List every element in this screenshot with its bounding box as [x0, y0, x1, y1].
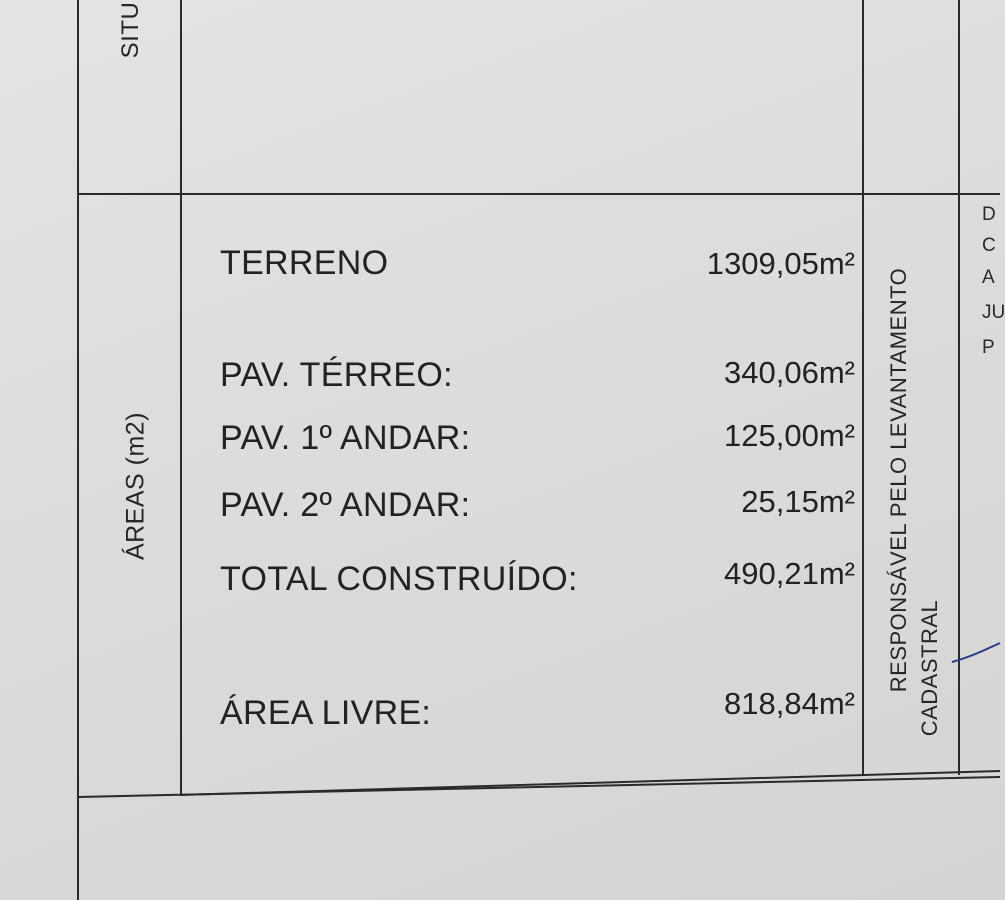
- area-value-total-construido: 490,21m²: [724, 556, 855, 591]
- area-value-area-livre: 818,84m²: [724, 686, 855, 721]
- area-value-pav-1-andar: 125,00m²: [724, 418, 855, 453]
- section-areas-label: ÁREAS (m2): [121, 411, 150, 561]
- area-label-area-livre: ÁREA LIVRE:: [220, 694, 432, 732]
- area-label-pav-terreo: PAV. TÉRREO:: [220, 356, 453, 394]
- right-column-letter: D: [982, 204, 996, 225]
- right-column-letter: C: [982, 235, 996, 256]
- area-value-pav-terreo: 340,06m²: [724, 355, 855, 390]
- area-label-total-construido: TOTAL CONSTRUÍDO:: [220, 560, 578, 598]
- area-label-pav-2-andar: PAV. 2º ANDAR:: [220, 486, 471, 524]
- area-value-pav-2-andar: 25,15m²: [741, 484, 855, 519]
- responsible-label-line2: CADASTRAL: [917, 599, 942, 737]
- right-column-letter: JU: [982, 302, 1005, 323]
- area-value-terreno: 1309,05m²: [706, 246, 855, 281]
- divider-bottom-outer: [78, 777, 1000, 797]
- right-column-letter: A: [982, 267, 995, 288]
- area-label-terreno: TERRENO: [220, 244, 389, 282]
- section-top-label: SITU: [117, 1, 144, 59]
- area-label-pav-1-andar: PAV. 1º ANDAR:: [220, 419, 471, 457]
- right-column-letter: P: [982, 337, 995, 358]
- pen-stroke: [952, 643, 1000, 662]
- responsible-label-line1: RESPONSÁVEL PELO LEVANTAMENTO: [886, 267, 911, 693]
